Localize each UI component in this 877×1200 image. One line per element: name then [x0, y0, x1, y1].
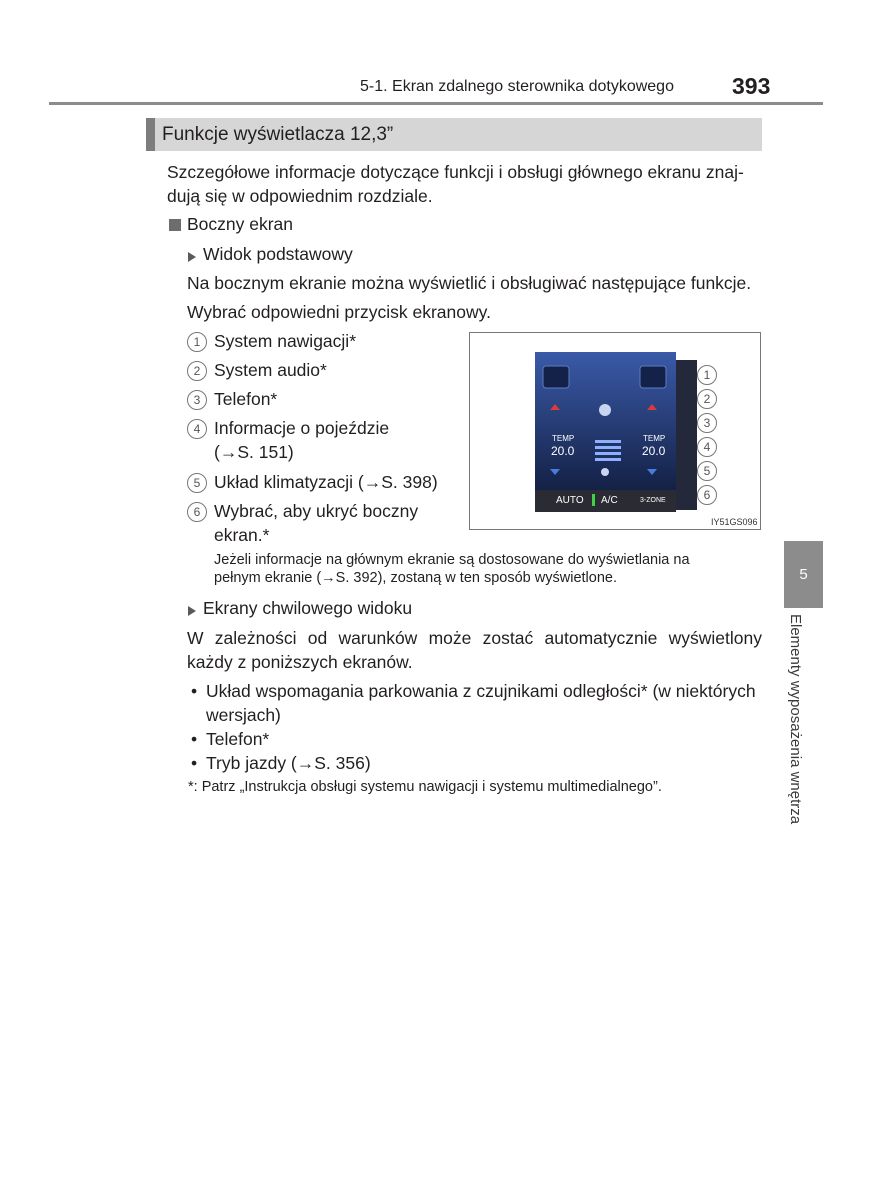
- ac-button: A/C: [601, 495, 618, 506]
- section-heading-accent: [146, 118, 155, 151]
- paragraph-conditions-2: każdy z poniższych ekranów.: [187, 652, 413, 672]
- side-screen-image: [535, 352, 676, 512]
- callout-2-icon: 2: [697, 389, 717, 409]
- callout-4-icon: 4: [697, 437, 717, 457]
- number-5-icon: 5: [187, 473, 207, 493]
- header-rule: [49, 102, 823, 105]
- dot-item-1: Układ wspomagania parkowania z czujnikami odległości* (w niektórych: [206, 681, 756, 701]
- dot-bullet-icon: •: [191, 681, 198, 701]
- temp-left-label: TEMP: [552, 434, 575, 443]
- chapter-title: Elementy wyposażenia wnętrza: [787, 614, 804, 825]
- auto-button: AUTO: [556, 495, 584, 506]
- item-5-label: Układ klimatyzacji (→S. 398): [214, 472, 438, 492]
- bullet-popup-screens: Ekrany chwilowego widoku: [203, 598, 413, 618]
- square-bullet-icon: [169, 219, 181, 231]
- number-4-icon: 4: [187, 419, 207, 439]
- callout-1-icon: 1: [697, 365, 717, 385]
- climate-screen-graphic: [535, 352, 676, 512]
- subheading-side-screen: Boczny ekran: [187, 214, 294, 234]
- bullet-basic-view: Widok podstawowy: [203, 244, 353, 264]
- paragraph-conditions-1: W zależności od warunków może zostać automatycznie wyświetlony: [187, 628, 762, 648]
- zone-button: 3-ZONE: [640, 497, 666, 504]
- triangle-bullet-icon: [188, 606, 196, 616]
- temp-left-value: 20.0: [551, 444, 575, 458]
- item-2-label: System audio*: [214, 360, 327, 380]
- intro-line-1: Szczegółowe informacje dotyczące funkcji i obsługi głównego ekranu znaj-: [167, 162, 744, 182]
- chapter-side-label: [784, 614, 804, 854]
- number-3-icon: 3: [187, 390, 207, 410]
- temp-right-label: TEMP: [643, 434, 666, 443]
- running-header-section: 5-1. Ekran zdalnego sterownika dotykowego: [360, 78, 674, 95]
- item-6-continuation: ekran.*: [214, 525, 270, 545]
- item-3-label: Telefon*: [214, 389, 278, 409]
- paragraph-functions: Na bocznym ekranie można wyświetlić i obsługiwać następujące funkcje.: [187, 273, 752, 293]
- page-number: 393: [732, 73, 771, 99]
- number-6-icon: 6: [187, 502, 207, 522]
- item-1-label: System nawigacji*: [214, 331, 356, 351]
- section-heading: Funkcje wyświetlacza 12,3”: [162, 124, 394, 145]
- triangle-bullet-icon: [188, 252, 196, 262]
- number-2-icon: 2: [187, 361, 207, 381]
- callout-3-icon: 3: [697, 413, 717, 433]
- number-1-icon: 1: [187, 332, 207, 352]
- temp-right-value: 20.0: [642, 444, 666, 458]
- dot-bullet-icon: •: [191, 729, 198, 749]
- dot-bullet-icon: •: [191, 753, 198, 773]
- chapter-tab: 5: [784, 541, 823, 608]
- intro-line-2: dują się w odpowiednim rozdziale.: [167, 186, 433, 206]
- note-line-1: Jeżeli informacje na głównym ekranie są dostosowane do wyświetlania na: [214, 552, 690, 568]
- item-4-label: Informacje o pojeździe: [214, 418, 390, 438]
- dot-item-2: Telefon*: [206, 729, 270, 749]
- item-6-text: Wybrać, aby ukryć boczny: [214, 501, 419, 521]
- dot-item-3: Tryb jazdy (→S. 356): [206, 753, 371, 773]
- item-4-reference: (→S. 151): [214, 442, 294, 462]
- screen-sidebar-strip: [676, 360, 697, 510]
- item-6-label: [214, 499, 453, 523]
- callout-5-icon: 5: [697, 461, 717, 481]
- callout-6-icon: 6: [697, 485, 717, 505]
- paragraph-select-button: Wybrać odpowiedni przycisk ekranowy.: [187, 302, 491, 322]
- figure-code: IY51GS096: [711, 517, 758, 527]
- footnote: *: Patrz „Instrukcja obsługi systemu nawigacji i systemu multimedialnego”.: [188, 779, 662, 795]
- note-line-2: pełnym ekranie (→S. 392), zostaną w ten sposób wyświetlone.: [214, 570, 617, 586]
- dot-item-1-continuation: wersjach): [206, 705, 281, 725]
